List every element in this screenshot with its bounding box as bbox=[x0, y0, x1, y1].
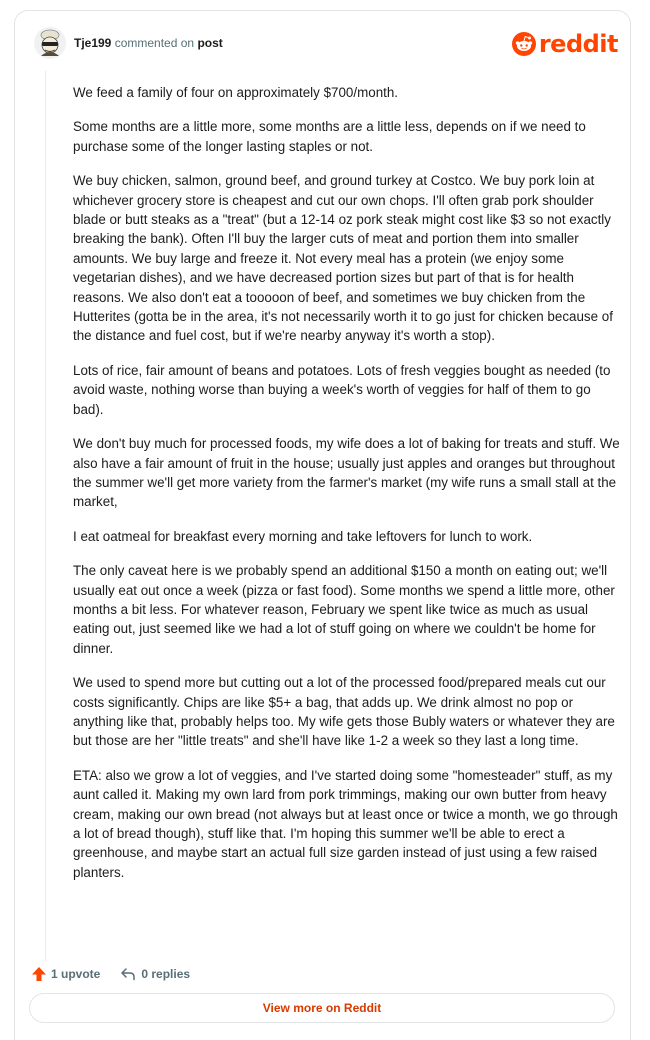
upvote-button[interactable] bbox=[31, 966, 100, 982]
comment-paragraph: We buy chicken, salmon, ground beef, and ground turkey at Costco. We buy pork loin at whichever grocery store is cheapest and cut our own chops. I'll often grab pork shoulder blade or butt steaks as a "treat" (but a 12-14 oz pork steak might cost like $3 so not exactly breaking the bank). Often I'll buy the larger cuts of meat and portion them into smaller amounts. We buy large and freeze it. Not every meal has a protein (we enjoy some vegetarian dishes), and we have decreased portion sizes but part of that is for health reasons. We also don't eat a tooooon of beef, and sometimes we buy chicken from the Hutterites (gotta be in the area, it's not necessarily worth it to go just for chicken because of the distance and fuel cost, but if we're nearby anyway it's worth a stop). bbox=[73, 173, 613, 344]
comment-paragraph: Lots of rice, fair amount of beans and potatoes. Lots of fresh veggies bought as needed (to avoid waste, nothing worse than buying a week's worth of veggies for half of them to go bad). bbox=[73, 362, 611, 417]
comment-paragraph: Some months are a little more, some months are a little less, depends on if we need to purchase some of the longer lasting staples or not. bbox=[73, 119, 586, 154]
comment-action: commented on bbox=[114, 36, 195, 50]
comment-meta bbox=[74, 36, 223, 50]
avatar-icon bbox=[33, 26, 67, 60]
upvote-arrow-icon bbox=[31, 966, 47, 982]
replies-count: 0 replies bbox=[141, 967, 191, 981]
comment-actions bbox=[31, 963, 190, 985]
comment-card bbox=[14, 10, 631, 1040]
comment-header bbox=[33, 26, 618, 66]
reply-icon bbox=[120, 967, 136, 981]
comment-paragraph: We used to spend more but cutting out a lot of the processed food/prepared meals cut our costs significantly. Chips are like $5+ a bag, that adds up. We drink almost no pop or anything like that, probably helps too. My wife gets those Bubly waters or whatever they are but those are her "little treats" and she'll have like 1-2 a week so they last a long time. bbox=[73, 675, 615, 749]
replies-button[interactable] bbox=[120, 967, 190, 981]
comment-paragraph: We feed a family of four on approximately $700/month. bbox=[73, 85, 399, 100]
comment-body bbox=[73, 83, 621, 897]
reddit-wordmark: reddit bbox=[538, 30, 618, 58]
comment-paragraph: We don't buy much for processed foods, my wife does a lot of baking for treats and stuff. We also have a fair amount of fruit in the house; usually just apples and oranges but throughout the summer we'll get more variety from the farmer's market (my wife runs a small stall at the market, bbox=[73, 436, 620, 510]
author-name[interactable]: Tje199 bbox=[74, 36, 112, 50]
avatar[interactable] bbox=[33, 26, 67, 60]
comment-paragraph: I eat oatmeal for breakfast every morning and take leftovers for lunch to work. bbox=[73, 528, 533, 544]
thread-line bbox=[45, 71, 46, 961]
upvote-count: 1 upvote bbox=[51, 967, 101, 981]
comment-paragraph: The only caveat here is we probably spend an additional $150 a month on eating out; we'll usually eat out once a week (pizza or fast food). Some months we spend a little more, other months a bit less. For whatever reason, February we spent like twice as much as usual eating out, just seemed like we had a lot of stuff going on where we couldn't be home for dinner. bbox=[73, 563, 615, 656]
post-link[interactable]: post bbox=[197, 36, 223, 50]
reddit-logo[interactable] bbox=[512, 30, 618, 58]
reddit-snoo-icon bbox=[512, 32, 536, 56]
view-more-button[interactable]: View more on Reddit bbox=[29, 993, 615, 1023]
comment-paragraph: ETA: also we grow a lot of veggies, and I've started doing some "homesteader" stuff, as my aunt called it. Making my own lard from pork trimmings, making our own butter from heavy cream, making our own bread (not always but at least once or twice a month, we go through a lot of bread though), stuff like that. I'm hoping this summer we'll be able to erect a greenhouse, and maybe start an actual full size garden instead of just using a few raised planters. bbox=[73, 767, 618, 880]
